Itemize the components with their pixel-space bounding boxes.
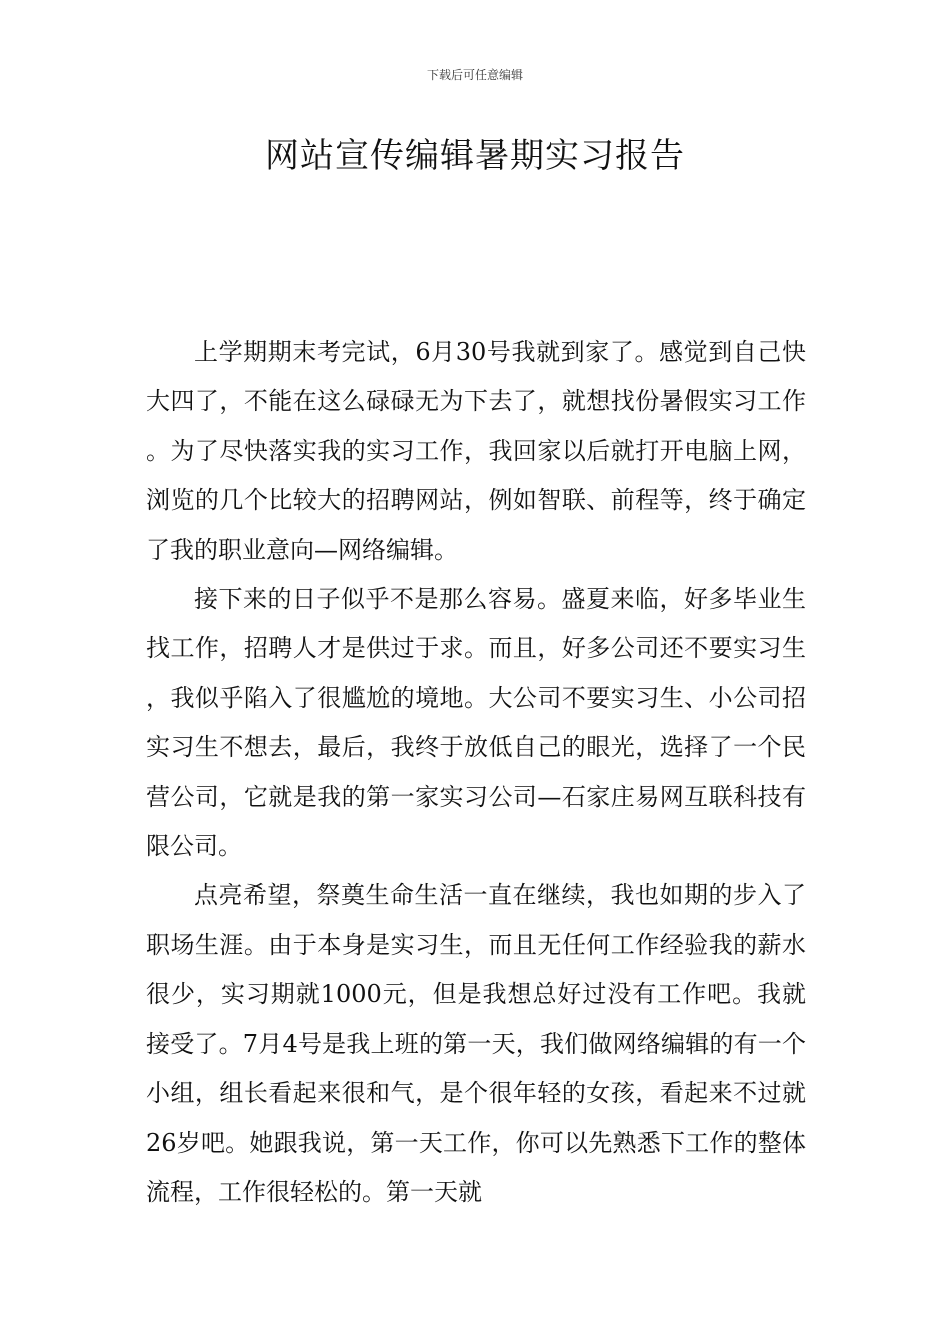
document-title: 网站宣传编辑暑期实习报告 [265, 136, 685, 176]
paragraph-2: 接下来的日子似乎不是那么容易。盛夏来临，好多毕业生找工作，招聘人才是供过于求。而且，好多公司还不要实习生，我似乎陷入了很尴尬的境地。大公司不要实习生、小公司招实习生不想去，最后，我终于放低自己的眼光，选择了一个民营公司，它就是我的第一家实习公司—石家庄易网互联科技有限公司。 [146, 585, 806, 861]
paragraph-1: 上学期期末考完试，6月30号我就到家了。感觉到自己快大四了，不能在这么碌碌无为下去了，就想找份暑假实习工作。为了尽快落实我的实习工作，我回家以后就打开电脑上网，浏览的几个比较大的招聘网站，例如智联、前程等，终于确定了我的职业意向—网络编辑。 [146, 338, 806, 564]
paragraph-3: 点亮希望，祭奠生命生活一直在继续，我也如期的步入了职场生涯。由于本身是实习生，而且无任何工作经验我的薪水很少，实习期就1000元，但是我想总好过没有工作吧。我就接受了。7月4号是我上班的第一天，我们做网络编辑的有一个小组，组长看起来很和气，是个很年轻的女孩，看起来不过就26岁吧。她跟我说，第一天工作，你可以先熟悉下工作的整体流程，工作很轻松的。第一天就 [146, 881, 806, 1206]
document-body [146, 328, 806, 1217]
header-note: 下载后可任意编辑 [426, 68, 523, 82]
